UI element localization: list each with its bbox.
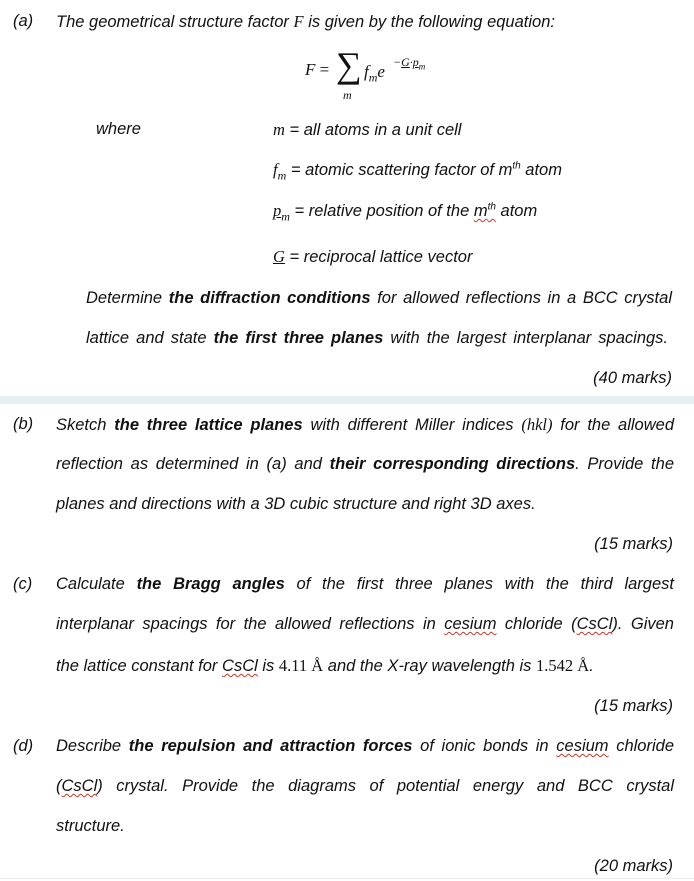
part-c-line3: the lattice constant for CsCl is 4.11 Å and the X-ray wavelength is 1.542 Å.: [56, 656, 594, 675]
part-d-line1: Describe the repulsion and attraction forces of ionic bonds in cesium chloride: [56, 737, 675, 755]
part-d-line2: (CsCl) crystal. Provide the diagrams of potential energy and BCC crystal: [56, 777, 674, 795]
section-divider: [0, 396, 694, 404]
where-label: where: [96, 120, 141, 138]
bottom-rule: [0, 878, 694, 879]
part-b-line3: planes and directions with a 3D cubic structure and right 3D axes.: [56, 495, 536, 513]
part-d-line3: structure.: [56, 817, 125, 835]
part-a-label: (a): [13, 12, 34, 30]
part-b-line1: Sketch the three lattice planes with different Miller indices (hkl) for the allowed: [56, 415, 675, 434]
sum-index: m: [343, 88, 352, 102]
part-c-line2: interplanar spacings for the allowed reflections in cesium chloride (CsCl). Given: [56, 615, 674, 633]
equation-exponent: $-G\cdot p_m$: [393, 55, 426, 72]
definition-fm: $f_m$ = atomic scattering factor of $m^{th}$ atom: [273, 160, 562, 183]
part-a-question-line2: lattice and state the first three planes with the largest interplanar spacings.: [86, 329, 669, 347]
part-b-marks: (15 marks): [594, 535, 673, 553]
part-c-marks: (15 marks): [594, 697, 673, 715]
part-a-marks: (40 marks): [593, 369, 672, 387]
part-c-line1: Calculate the Bragg angles of the first three planes with the third largest: [56, 575, 674, 593]
definition-m: m = all atoms in a unit cell: [273, 120, 462, 139]
definition-pm: $p_m$ = relative position of the $m^{th}$ atom: [273, 201, 538, 224]
part-a-intro: The geometrical structure factor F is given by the following equation:: [56, 12, 555, 31]
equation-f: $f_me$: [364, 62, 385, 85]
part-d-marks: (20 marks): [594, 857, 673, 875]
part-c-label: (c): [13, 575, 33, 593]
definition-g: G = reciprocal lattice vector: [273, 247, 473, 266]
part-b-line2: reflection as determined in (a) and their corresponding directions. Provide the: [56, 455, 674, 473]
sum-symbol: ∑: [336, 45, 362, 85]
equation-lhs: F =: [305, 60, 330, 79]
part-a-question-line1: Determine the diffraction conditions for allowed reflections in a BCC crystal: [86, 289, 672, 307]
part-d-label: (d): [13, 737, 34, 755]
part-b-label: (b): [13, 415, 34, 433]
